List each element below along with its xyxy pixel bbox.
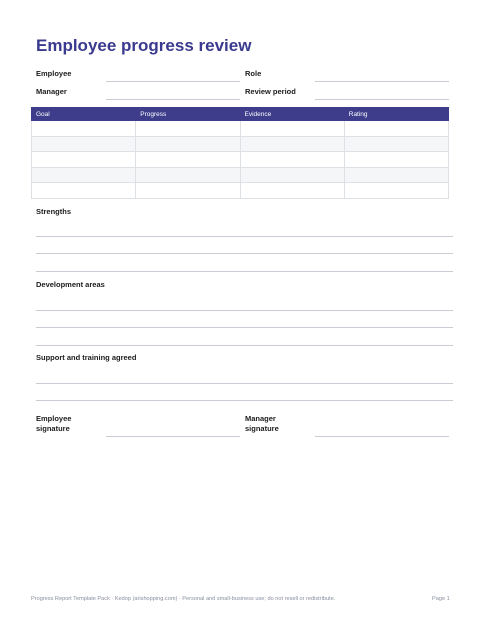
table-cell[interactable] (344, 136, 448, 152)
table-row (32, 136, 449, 152)
manager-signature-label-line2: signature (245, 424, 279, 433)
table-cell[interactable] (344, 152, 448, 168)
employee-label: Employee (36, 69, 72, 78)
column-header-evidence: Evidence (240, 108, 344, 121)
strengths-line[interactable] (36, 271, 453, 272)
manager-label: Manager (36, 87, 67, 96)
strengths-line[interactable] (36, 236, 453, 237)
table-cell[interactable] (136, 121, 240, 137)
review-period-label: Review period (245, 87, 296, 96)
table-cell[interactable] (32, 183, 136, 199)
table-row (32, 183, 449, 199)
employee-signature-label-line1: Employee (36, 414, 72, 423)
table-cell[interactable] (136, 136, 240, 152)
table-cell[interactable] (136, 167, 240, 183)
table-cell[interactable] (32, 136, 136, 152)
column-header-rating: Rating (344, 108, 448, 121)
table-cell[interactable] (32, 167, 136, 183)
role-field[interactable] (315, 81, 449, 82)
table-cell[interactable] (240, 136, 344, 152)
column-header-progress: Progress (136, 108, 240, 121)
strengths-line[interactable] (36, 253, 453, 254)
table-cell[interactable] (344, 167, 448, 183)
review-period-field[interactable] (315, 99, 449, 100)
page-title: Employee progress review (36, 36, 252, 55)
table-cell[interactable] (136, 183, 240, 199)
role-label: Role (245, 69, 262, 78)
page-number: Page 1 (432, 596, 450, 602)
goals-table-header (32, 108, 449, 121)
table-row (32, 121, 449, 137)
table-cell[interactable] (240, 183, 344, 199)
manager-signature-label-line1: Manager (245, 414, 276, 423)
development-areas-line[interactable] (36, 327, 453, 328)
manager-field[interactable] (106, 99, 240, 100)
table-cell[interactable] (344, 183, 448, 199)
footer-credit: Progress Report Template Pack · Kedop (arishopping.com) · Personal and small-business use; do not resell or redistribute. (31, 596, 336, 602)
table-cell[interactable] (240, 121, 344, 137)
strengths-heading: Strengths (36, 207, 72, 216)
employee-signature-label-line2: signature (36, 424, 70, 433)
table-cell[interactable] (32, 121, 136, 137)
table-cell[interactable] (240, 167, 344, 183)
development-areas-line[interactable] (36, 345, 453, 346)
table-row (32, 167, 449, 183)
column-header-goal: Goal (32, 108, 136, 121)
manager-signature-field[interactable] (315, 436, 449, 437)
support-training-line[interactable] (36, 400, 453, 401)
table-cell[interactable] (344, 121, 448, 137)
table-cell[interactable] (240, 152, 344, 168)
table-cell[interactable] (136, 152, 240, 168)
support-training-line[interactable] (36, 383, 453, 384)
development-areas-heading: Development areas (36, 280, 105, 289)
support-training-heading: Support and training agreed (36, 353, 137, 362)
development-areas-line[interactable] (36, 310, 453, 311)
goals-table (31, 107, 449, 199)
employee-field[interactable] (106, 81, 240, 82)
employee-signature-field[interactable] (106, 436, 240, 437)
table-row (32, 152, 449, 168)
table-cell[interactable] (32, 152, 136, 168)
